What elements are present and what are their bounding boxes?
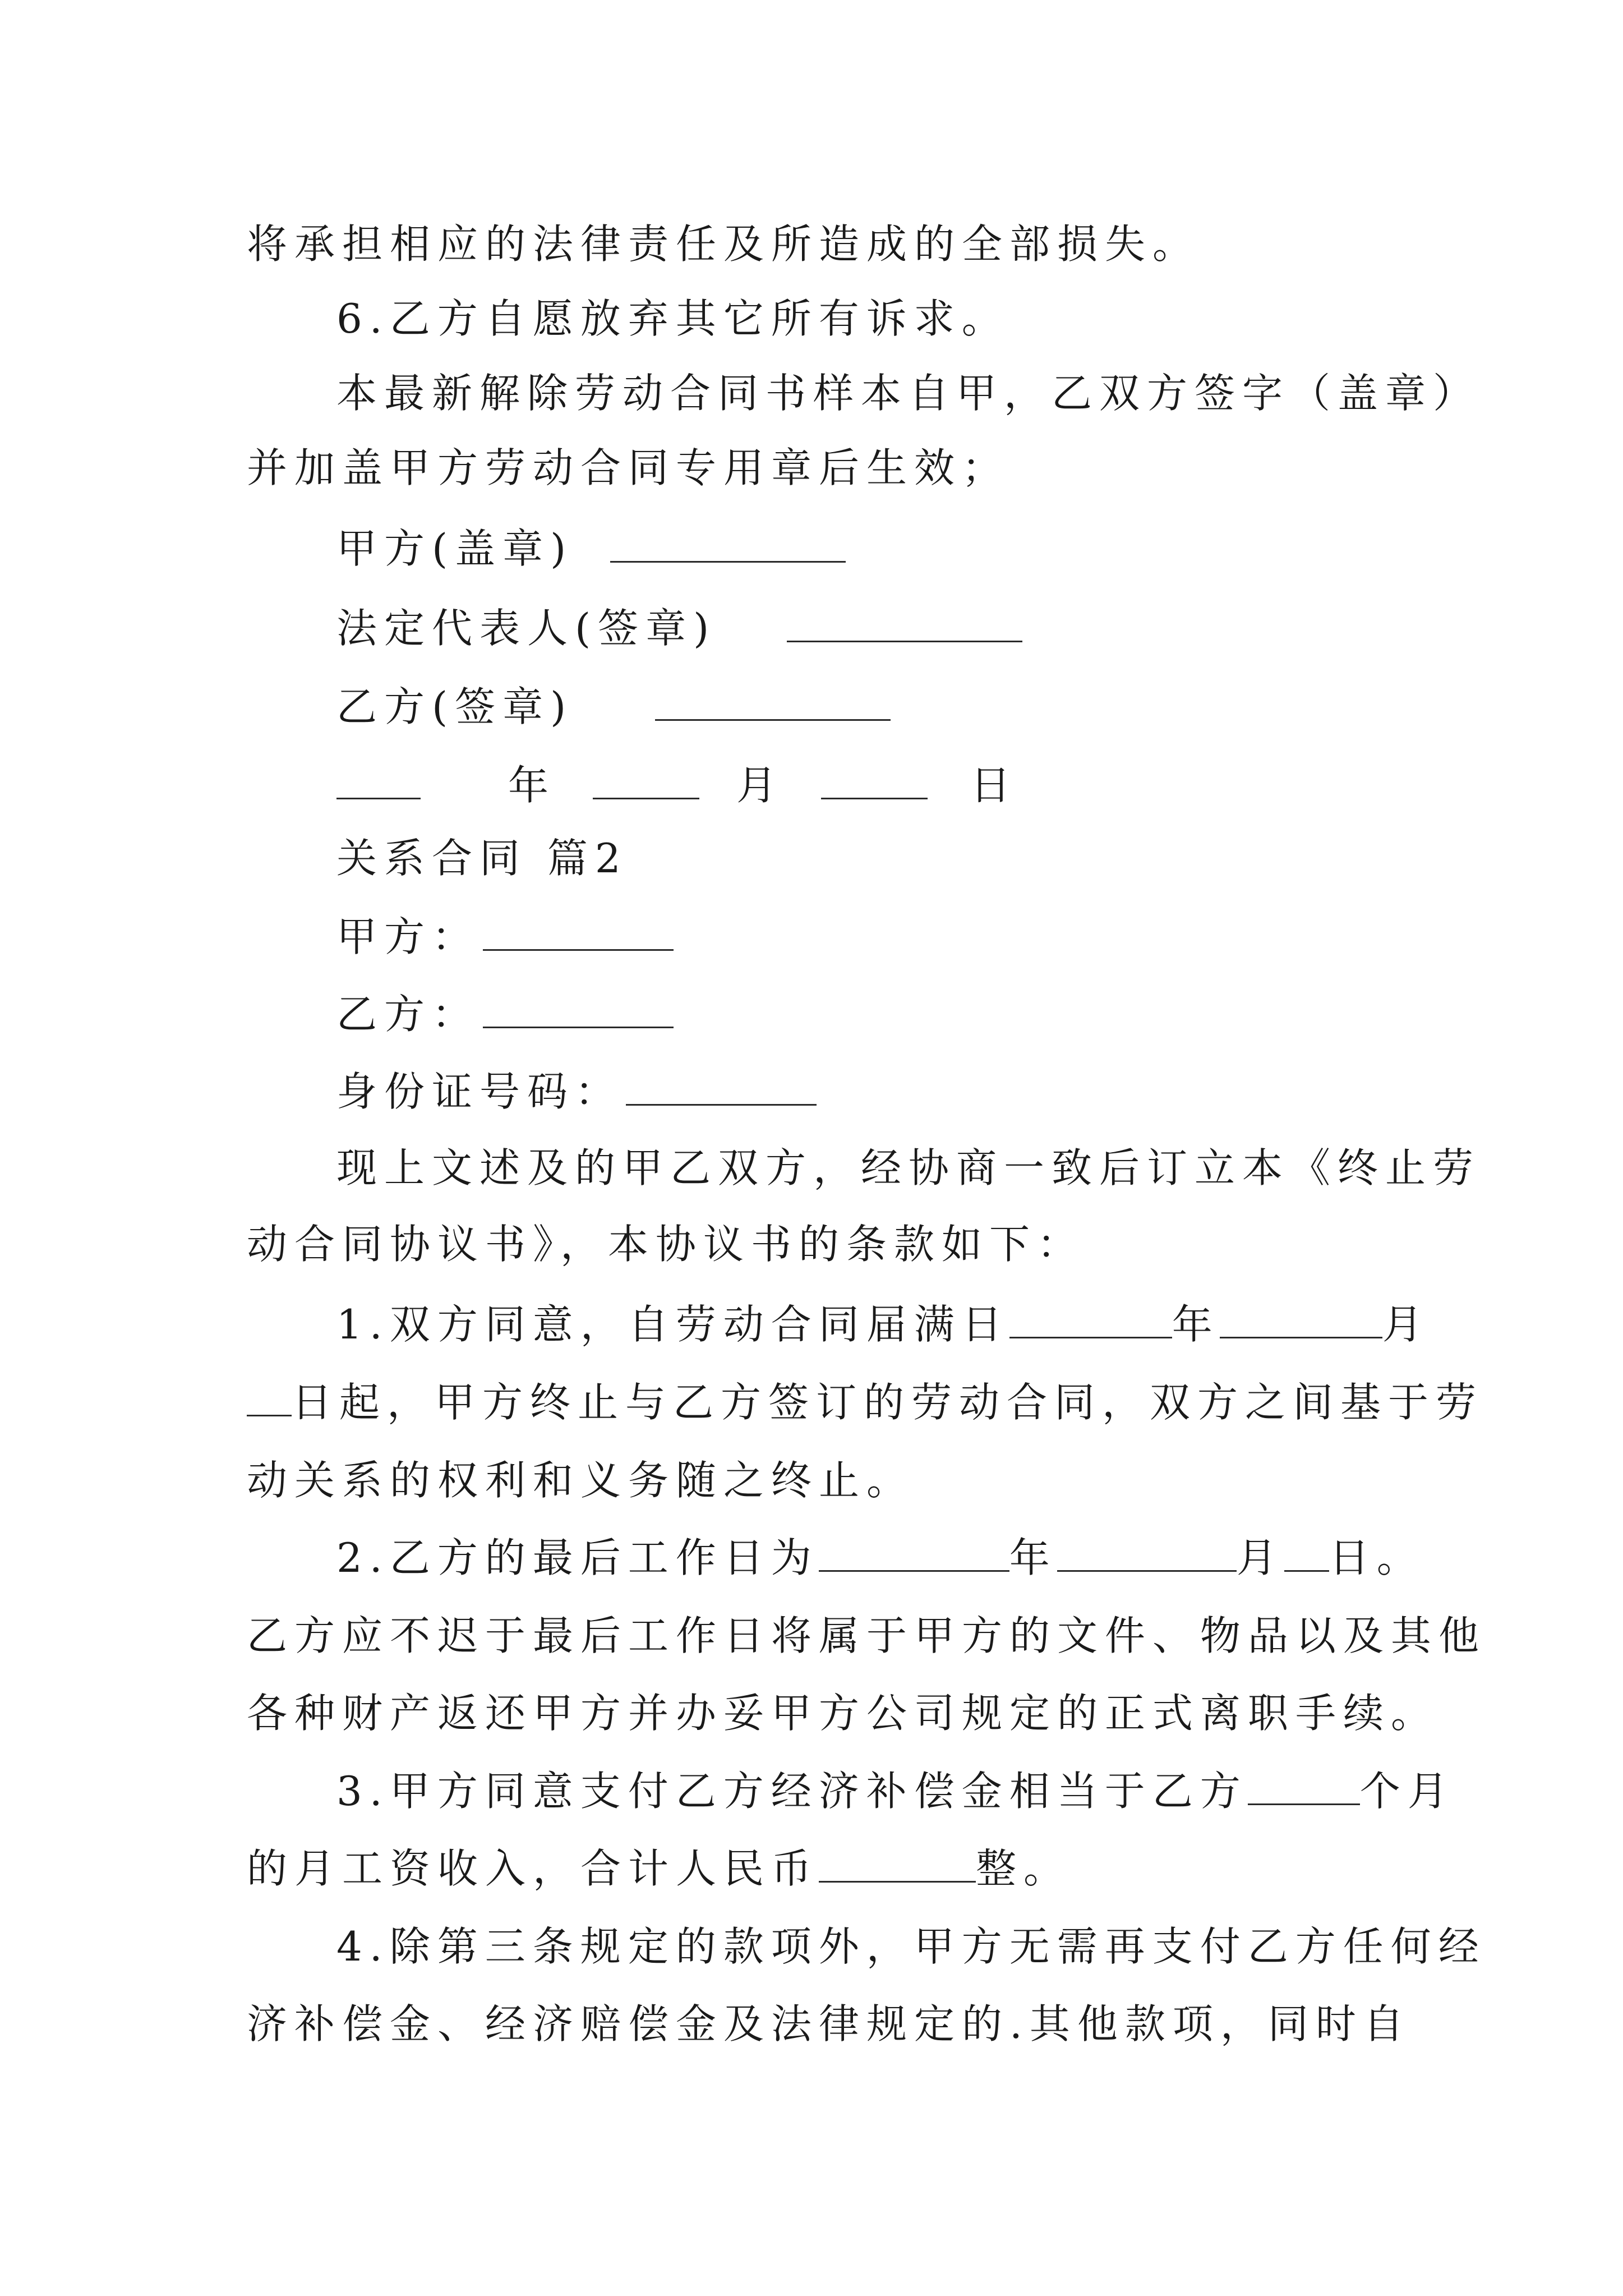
clause-6 — [336, 291, 1009, 347]
month-label: 月 — [736, 762, 785, 809]
id-number-label: 身份证号码： — [336, 1068, 623, 1115]
clause-4-line — [247, 1996, 1411, 2052]
party-a-seal-label: 甲方(盖章) — [336, 525, 574, 572]
text-line: 的月工资收入，合计人民币 — [247, 1845, 819, 1892]
id-number-line — [336, 1064, 820, 1120]
text-line: 整。 — [976, 1845, 1072, 1892]
year-label: 年 — [1172, 1301, 1220, 1348]
year-blank — [1009, 1300, 1172, 1338]
paragraph-line — [247, 440, 1009, 496]
paragraph-line — [247, 1216, 1085, 1272]
clause-1-line — [247, 1452, 914, 1508]
year-blank — [336, 761, 421, 799]
party-b-label: 乙方： — [336, 991, 480, 1038]
text-line: 2.乙方的最后工作日为 — [336, 1534, 819, 1581]
text-line: 3.甲方同意支付乙方经济补偿金相当于乙方 — [336, 1768, 1248, 1815]
text-line: 各种财产返还甲方并办妥甲方公司规定的正式离职手续。 — [247, 1690, 1439, 1737]
section-title — [336, 830, 628, 886]
year-blank — [819, 1533, 1009, 1572]
paragraph-line — [336, 1140, 1481, 1196]
clause-3-line — [247, 1841, 1071, 1897]
amount-blank — [819, 1844, 976, 1883]
month-label: 月 — [1236, 1534, 1284, 1581]
legal-rep-line — [336, 600, 1026, 656]
year-label: 年 — [1009, 1534, 1057, 1581]
party-a-seal-blank — [610, 524, 846, 563]
legal-rep-blank — [787, 604, 1022, 642]
clause-3-line — [336, 1763, 1455, 1819]
day-blank — [247, 1378, 292, 1416]
months-blank — [1248, 1766, 1360, 1805]
day-blank — [821, 761, 928, 799]
text-line: 乙方应不迟于最后工作日将属于甲方的文件、物品以及其他 — [247, 1612, 1487, 1659]
party-a-blank — [483, 912, 674, 951]
party-a-label: 甲方： — [336, 913, 480, 960]
clause-1-line — [336, 1296, 1430, 1352]
id-number-blank — [626, 1067, 817, 1106]
text-line: 济补偿金、经济赔偿金及法律规定的.其他款项，同时自 — [247, 2000, 1411, 2047]
clause-4-line — [336, 1918, 1486, 1975]
month-blank — [1057, 1533, 1237, 1572]
clause-1-line — [247, 1374, 1483, 1430]
clause-2-line — [247, 1608, 1486, 1664]
year-label: 年 — [508, 762, 556, 809]
text-line: 并加盖甲方劳动合同专用章后生效； — [247, 444, 1010, 491]
party-b-sign-line — [336, 679, 894, 735]
text-line: 1.双方同意，自劳动合同届满日 — [336, 1301, 1009, 1348]
text-line: 将承担相应的法律责任及所造成的全部损失。 — [247, 220, 1201, 268]
month-blank — [593, 761, 699, 799]
text-line: 动关系的权利和义务随之终止。 — [247, 1457, 915, 1504]
party-b-blank — [483, 990, 674, 1028]
clause-2-line — [247, 1685, 1438, 1741]
text-line: 本最新解除劳动合同书样本自甲，乙双方签字（盖章） — [336, 370, 1481, 417]
party-b-line — [336, 986, 677, 1042]
month-blank — [1220, 1300, 1382, 1338]
clause-2-line — [336, 1530, 1424, 1586]
date-line — [336, 757, 1018, 813]
text-line: 现上文述及的甲乙双方，经协商一致后订立本《终止劳 — [336, 1144, 1481, 1191]
month-label: 月 — [1382, 1301, 1430, 1348]
paragraph-line — [336, 365, 1481, 421]
party-b-sign-label: 乙方(签章) — [336, 683, 574, 730]
text-line: 个月 — [1359, 1768, 1455, 1815]
paragraph-line — [247, 216, 1200, 272]
party-b-sign-blank — [655, 682, 891, 721]
text-line: 日起，甲方终止与乙方签订的劳动合同，双方之间基于劳 — [292, 1379, 1484, 1426]
party-a-seal-line — [336, 521, 849, 577]
legal-rep-label: 法定代表人(签章) — [336, 605, 717, 652]
day-label: 日。 — [1329, 1534, 1424, 1581]
day-label: 日 — [970, 762, 1018, 809]
party-a-line — [336, 909, 677, 965]
text-line: 动合同协议书》，本协议书的条款如下： — [247, 1221, 1085, 1268]
text-line: 4.除第三条规定的款项外，甲方无需再支付乙方任何经 — [336, 1923, 1486, 1970]
day-blank — [1284, 1533, 1329, 1572]
text-line: 6.乙方自愿放弃其它所有诉求。 — [336, 295, 1009, 342]
section-title-text: 关系合同 篇2 — [336, 835, 628, 882]
